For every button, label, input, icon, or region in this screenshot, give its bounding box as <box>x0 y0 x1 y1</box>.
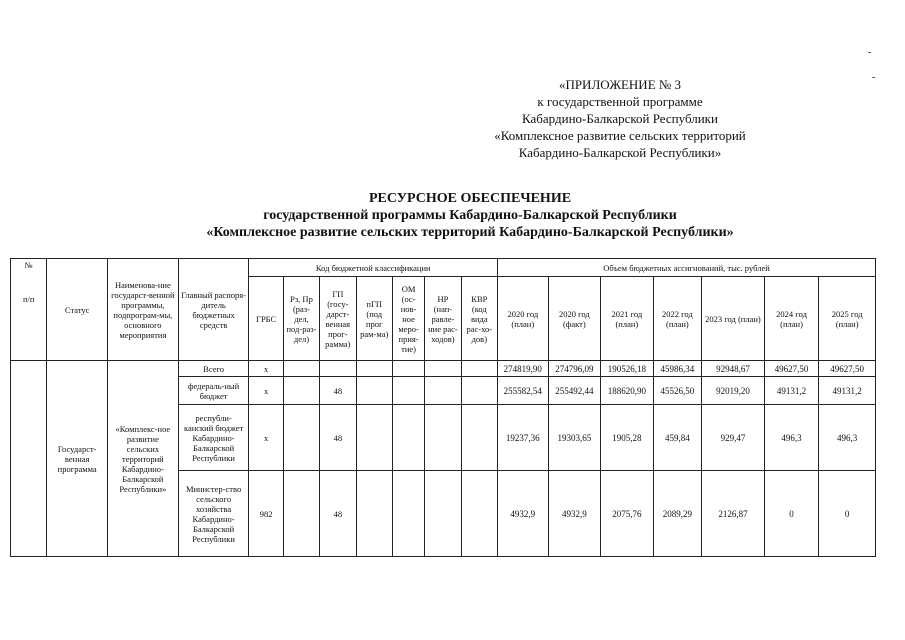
value-cell: 274819,90 <box>498 361 549 377</box>
appendix-line: Кабардино-Балкарской Республики» <box>518 145 722 160</box>
rzpr-cell <box>283 377 319 405</box>
resource-table <box>10 258 876 557</box>
value-cell: 45986,34 <box>653 361 702 377</box>
value-cell: 49627,50 <box>764 361 819 377</box>
value-cell: 4932,9 <box>498 471 549 557</box>
gp-cell: 48 <box>320 471 356 557</box>
header-year: 2020 год (план) <box>498 277 549 361</box>
value-cell: 92948,67 <box>702 361 765 377</box>
header-kbk: Код бюджетной классификации <box>249 259 498 277</box>
nr-cell <box>425 405 461 471</box>
header-grbs: ГРБС <box>249 277 283 361</box>
value-cell: 2089,29 <box>653 471 702 557</box>
om-cell <box>392 471 424 557</box>
grbs-cell: x <box>249 377 283 405</box>
document-title <box>150 190 790 241</box>
header-year: 2023 год (план) <box>702 277 765 361</box>
rzpr-cell <box>283 471 319 557</box>
grbs-cell: x <box>249 361 283 377</box>
grbs-cell: 982 <box>249 471 283 557</box>
value-cell: 49131,2 <box>764 377 819 405</box>
om-cell <box>392 377 424 405</box>
margin-mark: - <box>872 72 876 83</box>
kvr-cell <box>461 471 497 557</box>
value-cell: 4932,9 <box>548 471 601 557</box>
value-cell: 0 <box>764 471 819 557</box>
value-cell: 255492,44 <box>548 377 601 405</box>
header-pgp: пГП (под прог рам-ма) <box>356 277 392 361</box>
kvr-cell <box>461 377 497 405</box>
rzpr-cell <box>283 361 319 377</box>
header-nr: НР (нап-равле-ние рас-ходов) <box>425 277 461 361</box>
header-num-label: № <box>24 260 33 270</box>
header-volume: Объем бюджетных ассигнований, тыс. рублей <box>498 259 876 277</box>
title-line: «Комплексное развитие сельских территорий Кабардино-Балкарской Республики» <box>206 225 734 240</box>
nr-cell <box>425 361 461 377</box>
header-num-sub: п/п <box>22 294 35 304</box>
value-cell: 274796,09 <box>548 361 601 377</box>
row-label: республи-канский бюджет Кабардино-Балкарской Республики <box>178 405 249 471</box>
header-gp: ГП (госу-дарст-венная прог-рамма) <box>320 277 356 361</box>
value-cell: 496,3 <box>764 405 819 471</box>
value-cell: 49131,2 <box>819 377 876 405</box>
header-year: 2024 год (план) <box>764 277 819 361</box>
value-cell: 19237,36 <box>498 405 549 471</box>
header-year: 2020 год (факт) <box>548 277 601 361</box>
nr-cell <box>425 377 461 405</box>
om-cell <box>392 405 424 471</box>
status-cell: Государст-венная программа <box>47 361 108 557</box>
gp-cell: 48 <box>320 377 356 405</box>
pgp-cell <box>356 471 392 557</box>
margin-mark: - <box>868 47 872 58</box>
title-line: РЕСУРСНОЕ ОБЕСПЕЧЕНИЕ <box>368 191 572 206</box>
pgp-cell <box>356 405 392 471</box>
appendix-header <box>460 76 780 161</box>
value-cell: 2126,87 <box>702 471 765 557</box>
header-om: ОМ (ос-нов-ное меро-прия-тие) <box>392 277 424 361</box>
value-cell: 0 <box>819 471 876 557</box>
header-name: Наименова-ние государст-венной программы, подпрограм-мы, основного мероприятия <box>108 259 179 361</box>
header-grbs-name: Главный распоря-дитель бюджетных средств <box>178 259 249 361</box>
header-num <box>11 259 47 361</box>
header-year: 2025 год (план) <box>819 277 876 361</box>
pgp-cell <box>356 361 392 377</box>
appendix-line: к государственной программе <box>537 94 703 109</box>
kvr-cell <box>461 361 497 377</box>
pgp-cell <box>356 377 392 405</box>
value-cell: 19303,65 <box>548 405 601 471</box>
rzpr-cell <box>283 405 319 471</box>
value-cell: 49627,50 <box>819 361 876 377</box>
value-cell: 190526,18 <box>601 361 654 377</box>
value-cell: 255582,54 <box>498 377 549 405</box>
header-year: 2022 год (план) <box>653 277 702 361</box>
header-rzpr: Рз, Пр (раз-дел, под-раз-дел) <box>283 277 319 361</box>
header-year: 2021 год (план) <box>601 277 654 361</box>
nr-cell <box>425 471 461 557</box>
value-cell: 459,84 <box>653 405 702 471</box>
value-cell: 1905,28 <box>601 405 654 471</box>
kvr-cell <box>461 405 497 471</box>
row-label: Всего <box>178 361 249 377</box>
gp-cell <box>320 361 356 377</box>
value-cell: 45526,50 <box>653 377 702 405</box>
value-cell: 2075,76 <box>601 471 654 557</box>
row-label: Министер-ство сельского хозяйства Кабардино-Балкарской Республики <box>178 471 249 557</box>
value-cell: 188620,90 <box>601 377 654 405</box>
om-cell <box>392 361 424 377</box>
row-label: федераль-ный бюджет <box>178 377 249 405</box>
grbs-cell: x <box>249 405 283 471</box>
gp-cell: 48 <box>320 405 356 471</box>
value-cell: 496,3 <box>819 405 876 471</box>
title-line: государственной программы Кабардино-Балкарской Республики <box>263 208 677 223</box>
appendix-line: «ПРИЛОЖЕНИЕ № 3 <box>558 77 682 92</box>
appendix-line: Кабардино-Балкарской Республики <box>522 111 718 126</box>
value-cell: 92019,20 <box>702 377 765 405</box>
value-cell: 929,47 <box>702 405 765 471</box>
appendix-line: «Комплексное развитие сельских территорий <box>494 128 746 143</box>
table-row <box>11 361 876 377</box>
row-num-cell <box>11 361 47 557</box>
program-name-cell: «Комплекс-ное развитие сельских территорий Кабардино-Балкарской Республики» <box>108 361 179 557</box>
header-kvr: КВР (код вида рас-хо-дов) <box>461 277 497 361</box>
header-status: Статус <box>47 259 108 361</box>
